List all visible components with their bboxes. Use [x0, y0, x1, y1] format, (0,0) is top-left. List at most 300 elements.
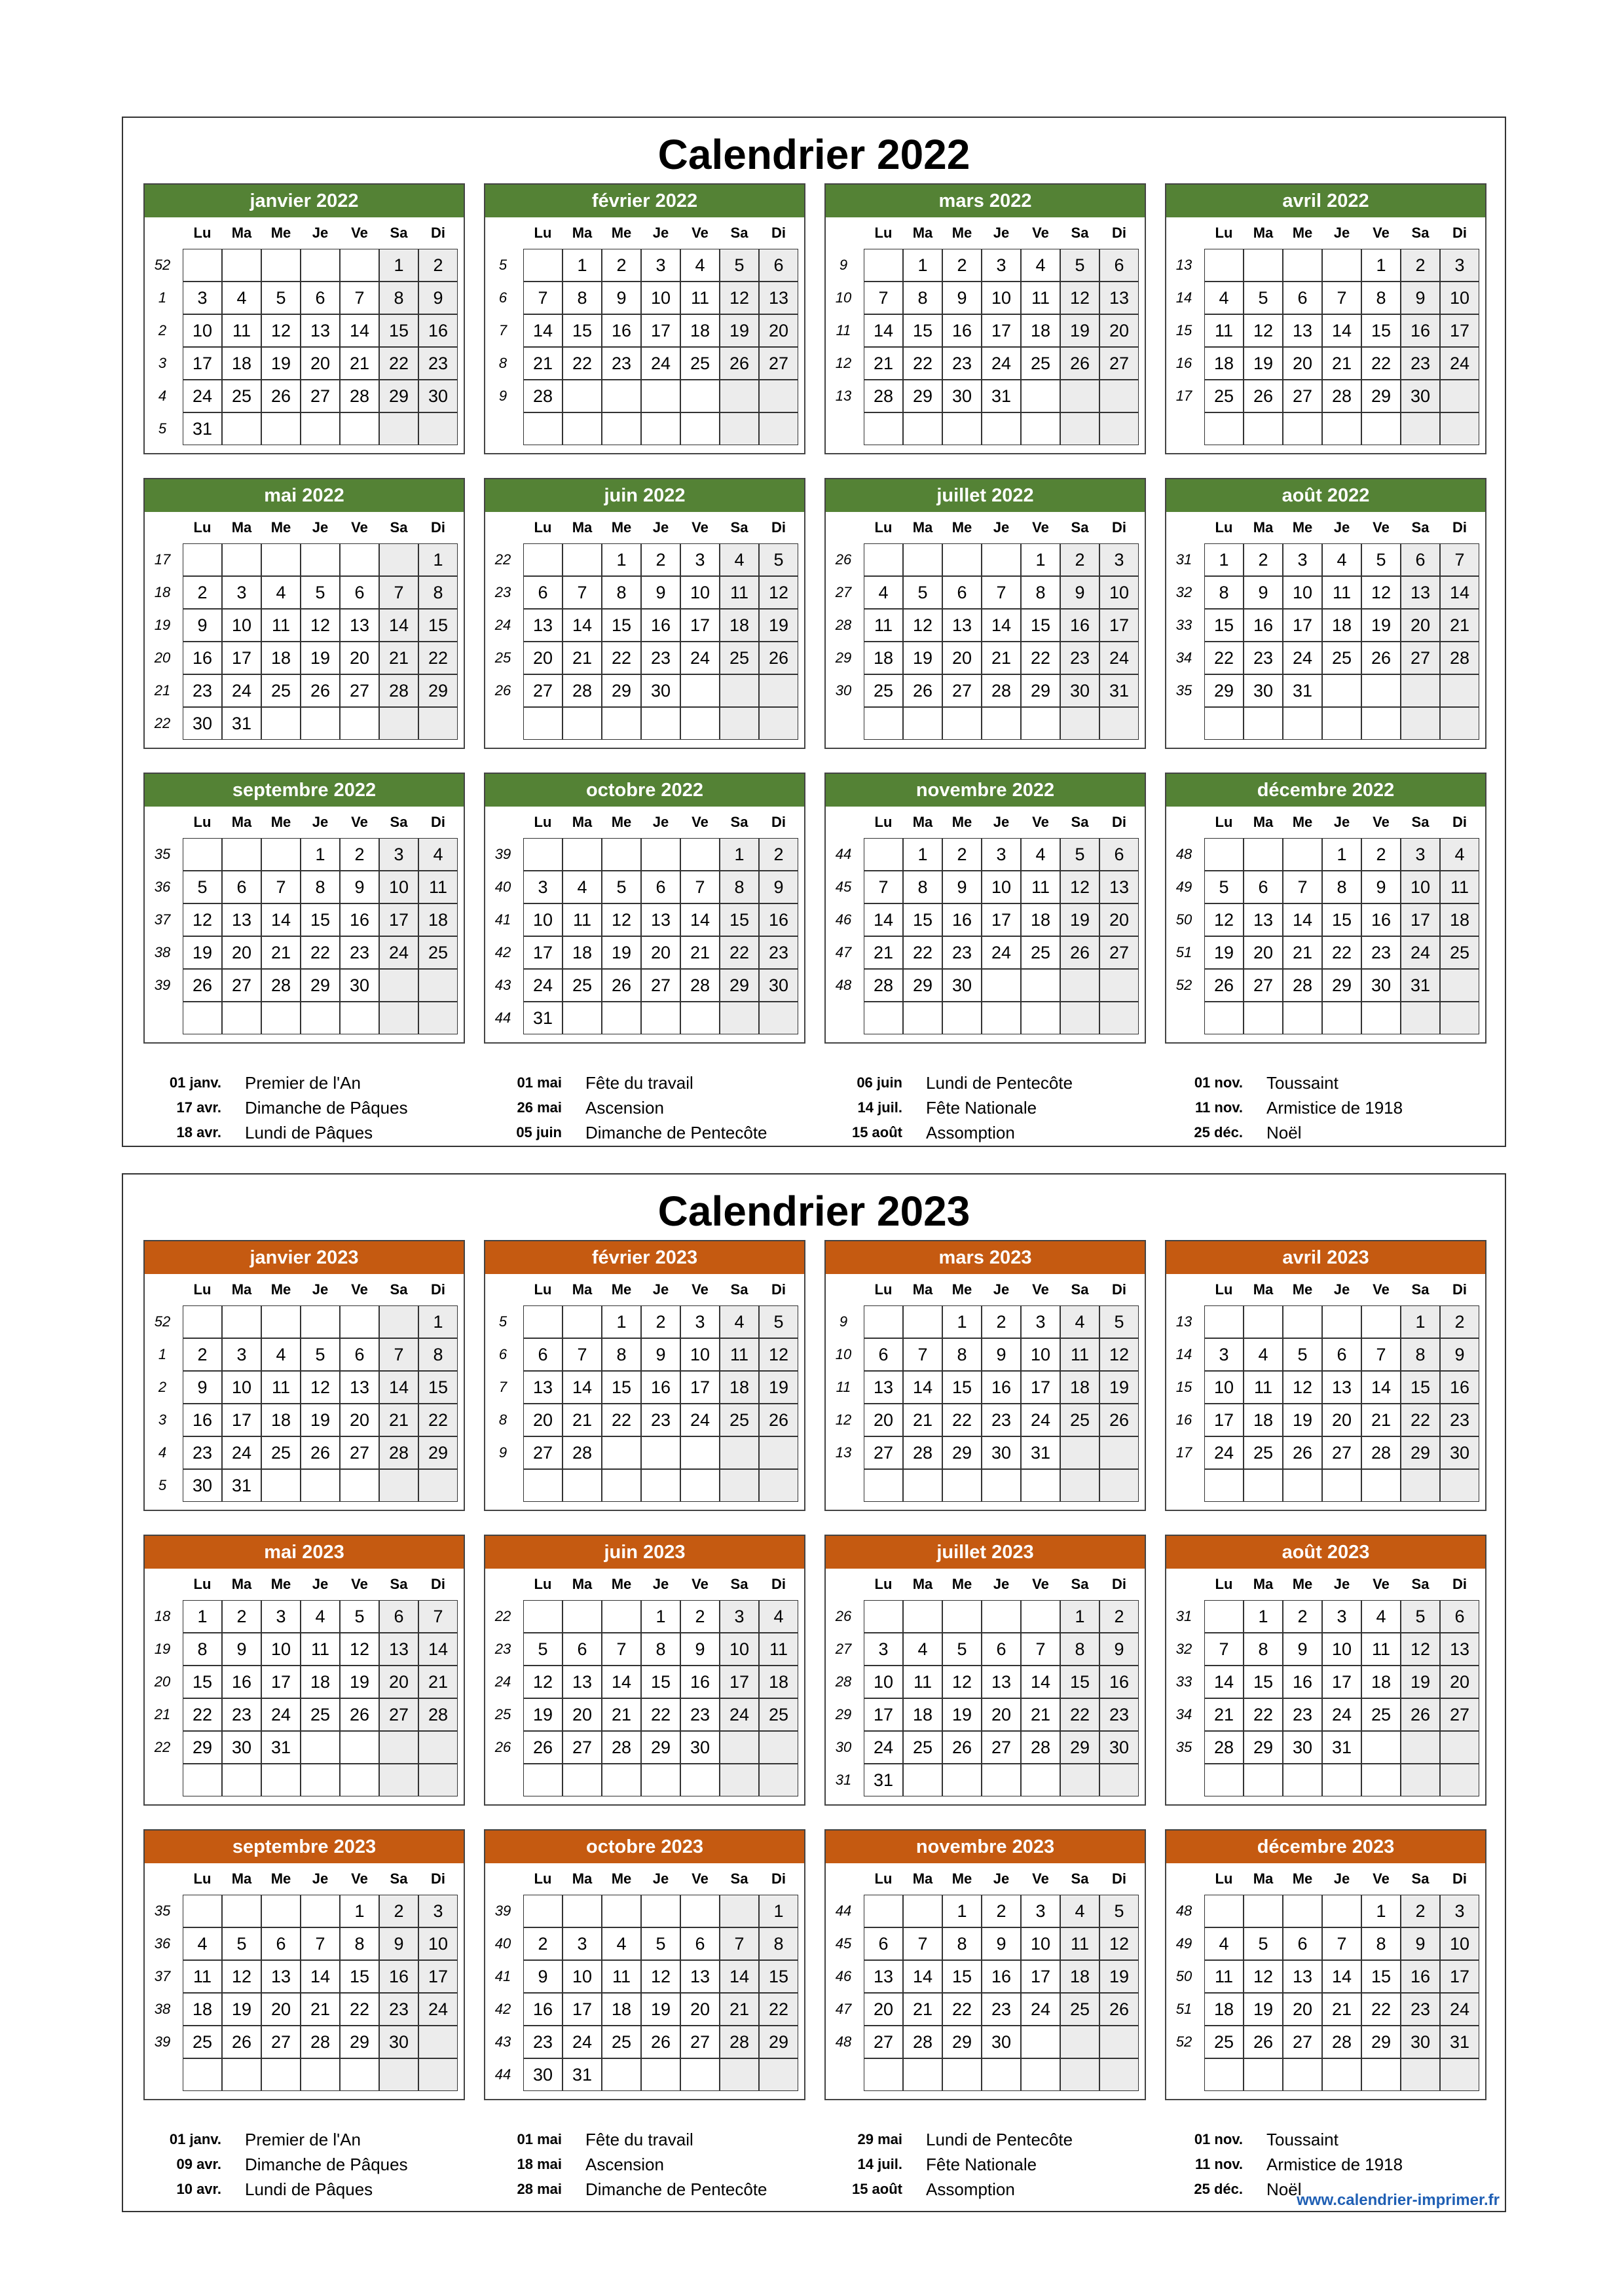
- day-cell: 26: [1099, 1404, 1139, 1436]
- month-title: décembre 2023: [1166, 1831, 1485, 1863]
- day-cell: [1322, 1895, 1361, 1927]
- day-cell: [1361, 412, 1401, 445]
- day-cell: 20: [1322, 1404, 1361, 1436]
- day-cell: 27: [1322, 1436, 1361, 1469]
- day-cell: [1021, 1002, 1060, 1034]
- month-block: [824, 1535, 1146, 1806]
- day-cell: [1244, 2058, 1283, 2091]
- day-cell: 2: [641, 543, 680, 576]
- day-cell: 7: [379, 1338, 418, 1371]
- day-cell: [261, 707, 301, 740]
- day-cell: [1099, 2058, 1139, 2091]
- day-cell: [942, 1002, 982, 1034]
- week-number: 26: [835, 1608, 852, 1624]
- day-cell: 10: [222, 1371, 261, 1404]
- day-cell: [982, 2058, 1021, 2091]
- day-cell: 13: [261, 1960, 301, 1993]
- weekday-header: Ve: [692, 1870, 709, 1887]
- day-cell: [903, 2058, 942, 2091]
- day-cell: [602, 1002, 641, 1034]
- day-cell: 3: [222, 1338, 261, 1371]
- week-number: 36: [154, 879, 171, 895]
- day-cell: [1401, 2058, 1440, 2091]
- day-cell: [1204, 707, 1244, 740]
- day-cell: 24: [1021, 1993, 1060, 2026]
- weekday-header: Je: [993, 1870, 1010, 1887]
- day-cell: [261, 1895, 301, 1927]
- day-cell: 10: [1440, 282, 1479, 314]
- day-cell: 14: [864, 903, 903, 936]
- day-cell: 25: [1361, 1698, 1401, 1731]
- day-cell: 29: [903, 380, 942, 412]
- day-cell: [864, 1002, 903, 1034]
- day-cell: 17: [563, 1993, 602, 2026]
- day-cell: [418, 707, 458, 740]
- day-cell: 19: [1244, 347, 1283, 380]
- weekday-header: Lu: [193, 519, 212, 536]
- day-cell: [1440, 674, 1479, 707]
- weekday-header: Je: [312, 225, 329, 241]
- holiday-date: 06 juin: [857, 1074, 902, 1091]
- day-cell: 20: [261, 1993, 301, 2026]
- day-cell: 26: [1060, 347, 1099, 380]
- day-cell: 8: [183, 1633, 222, 1666]
- day-cell: 10: [982, 871, 1021, 903]
- day-cell: [680, 838, 720, 871]
- day-cell: [1322, 1764, 1361, 1796]
- month-title: mars 2022: [826, 185, 1145, 217]
- day-cell: 21: [1322, 1993, 1361, 2026]
- holiday-date: 01 nov.: [1194, 1074, 1243, 1091]
- weekday-header: Ma: [1253, 814, 1274, 830]
- day-cell: 13: [523, 609, 563, 642]
- day-cell: 29: [720, 969, 759, 1002]
- day-cell: 16: [602, 314, 641, 347]
- week-number: 32: [1175, 1641, 1192, 1657]
- weekday-header: Sa: [1071, 519, 1089, 536]
- day-cell: [759, 380, 798, 412]
- week-number: 44: [835, 846, 852, 862]
- weekday-header: Je: [993, 225, 1010, 241]
- weekday-header: Ve: [692, 814, 709, 830]
- day-cell: 19: [720, 314, 759, 347]
- day-cell: 7: [563, 1338, 602, 1371]
- week-number: 2: [158, 322, 167, 338]
- day-cell: 26: [222, 2026, 261, 2058]
- day-cell: 8: [602, 1338, 641, 1371]
- day-cell: [982, 412, 1021, 445]
- day-cell: 21: [1283, 936, 1322, 969]
- day-cell: 2: [1361, 838, 1401, 871]
- day-cell: 22: [1361, 347, 1401, 380]
- day-cell: [1244, 1469, 1283, 1502]
- day-cell: [602, 707, 641, 740]
- day-cell: 8: [1204, 576, 1244, 609]
- weekday-header: Ma: [231, 1870, 252, 1887]
- day-cell: 25: [1204, 380, 1244, 412]
- day-cell: 17: [222, 1404, 261, 1436]
- weekday-header: Ve: [1032, 1576, 1049, 1592]
- day-cell: 11: [222, 314, 261, 347]
- day-cell: [602, 1436, 641, 1469]
- day-cell: 1: [903, 838, 942, 871]
- month-title: mai 2023: [145, 1536, 464, 1569]
- day-cell: 1: [1361, 1895, 1401, 1927]
- week-number: 38: [154, 2001, 171, 2017]
- day-cell: 24: [1401, 936, 1440, 969]
- day-cell: 13: [1322, 1371, 1361, 1404]
- day-cell: 23: [641, 1404, 680, 1436]
- day-cell: 24: [222, 674, 261, 707]
- weekday-header: Ma: [912, 519, 933, 536]
- day-cell: [222, 543, 261, 576]
- day-cell: 10: [1283, 576, 1322, 609]
- day-cell: 11: [759, 1633, 798, 1666]
- day-cell: 20: [1440, 1666, 1479, 1698]
- weekday-header: Me: [611, 1870, 632, 1887]
- weekday-header: Lu: [193, 814, 212, 830]
- day-cell: [1099, 380, 1139, 412]
- day-cell: 14: [720, 1960, 759, 1993]
- day-cell: 9: [982, 1338, 1021, 1371]
- day-cell: 24: [1322, 1698, 1361, 1731]
- holiday-name: Lundi de Pentecôte: [926, 2130, 1073, 2149]
- day-cell: 5: [1099, 1305, 1139, 1338]
- day-cell: 9: [1099, 1633, 1139, 1666]
- weekday-header: Je: [993, 519, 1010, 536]
- day-cell: [523, 412, 563, 445]
- day-cell: 5: [340, 1600, 379, 1633]
- day-cell: 1: [301, 838, 340, 871]
- weekday-header: Lu: [193, 1870, 212, 1887]
- day-cell: 7: [523, 282, 563, 314]
- weekday-header: Sa: [730, 225, 748, 241]
- week-number: 48: [1175, 846, 1192, 862]
- calendar-title: Calendrier 2023: [657, 1188, 970, 1235]
- day-cell: [222, 838, 261, 871]
- day-cell: 1: [1401, 1305, 1440, 1338]
- day-cell: [602, 1895, 641, 1927]
- day-cell: 8: [720, 871, 759, 903]
- day-cell: 17: [864, 1698, 903, 1731]
- weekday-header: Je: [1333, 1281, 1350, 1298]
- day-cell: 14: [523, 314, 563, 347]
- day-cell: [523, 1469, 563, 1502]
- day-cell: 6: [864, 1338, 903, 1371]
- day-cell: 4: [563, 871, 602, 903]
- day-cell: 5: [301, 1338, 340, 1371]
- day-cell: [1361, 2058, 1401, 2091]
- day-cell: [523, 707, 563, 740]
- day-cell: [379, 412, 418, 445]
- day-cell: 24: [1021, 1404, 1060, 1436]
- day-cell: 11: [1361, 1633, 1401, 1666]
- day-cell: 25: [563, 969, 602, 1002]
- day-cell: 11: [261, 609, 301, 642]
- day-cell: 9: [340, 871, 379, 903]
- day-cell: 27: [982, 1731, 1021, 1764]
- day-cell: 21: [261, 936, 301, 969]
- day-cell: 27: [379, 1698, 418, 1731]
- day-cell: 5: [1283, 1338, 1322, 1371]
- weekday-header: Lu: [534, 225, 552, 241]
- week-number: 22: [154, 715, 171, 731]
- day-cell: 17: [1099, 609, 1139, 642]
- day-cell: 3: [1283, 543, 1322, 576]
- weekday-header: Je: [312, 1870, 329, 1887]
- day-cell: 1: [720, 838, 759, 871]
- weekday-header: Ve: [692, 519, 709, 536]
- day-cell: 15: [720, 903, 759, 936]
- day-cell: 14: [680, 903, 720, 936]
- weekday-header: Je: [652, 519, 669, 536]
- weekday-header: Me: [611, 1576, 632, 1592]
- day-cell: 25: [1060, 1993, 1099, 2026]
- day-cell: 10: [680, 576, 720, 609]
- day-cell: 26: [1283, 1436, 1322, 1469]
- day-cell: 14: [982, 609, 1021, 642]
- day-cell: [183, 1002, 222, 1034]
- day-cell: 16: [523, 1993, 563, 2026]
- month-block: [143, 183, 465, 454]
- day-cell: 25: [261, 1436, 301, 1469]
- day-cell: 5: [261, 282, 301, 314]
- day-cell: [261, 838, 301, 871]
- week-number: 47: [835, 2001, 852, 2017]
- month-block: [1165, 1535, 1486, 1806]
- day-cell: [982, 543, 1021, 576]
- day-cell: [641, 1895, 680, 1927]
- day-cell: [903, 1469, 942, 1502]
- day-cell: 11: [1440, 871, 1479, 903]
- day-cell: 4: [183, 1927, 222, 1960]
- weekday-header: Ve: [351, 1281, 368, 1298]
- day-cell: [1361, 1469, 1401, 1502]
- day-cell: 12: [759, 576, 798, 609]
- month-title: août 2022: [1166, 479, 1485, 512]
- day-cell: 3: [261, 1600, 301, 1633]
- day-cell: 1: [1204, 543, 1244, 576]
- day-cell: 26: [1361, 642, 1401, 674]
- day-cell: 26: [720, 347, 759, 380]
- day-cell: 4: [1322, 543, 1361, 576]
- day-cell: 15: [942, 1371, 982, 1404]
- day-cell: 11: [680, 282, 720, 314]
- day-cell: [1283, 707, 1322, 740]
- day-cell: [1060, 1436, 1099, 1469]
- holiday-date: 26 mai: [517, 1099, 562, 1116]
- day-cell: 3: [982, 249, 1021, 282]
- day-cell: 31: [523, 1002, 563, 1034]
- week-number: 17: [154, 551, 171, 568]
- month-block: [143, 773, 465, 1044]
- day-cell: [680, 707, 720, 740]
- holiday-name: Lundi de Pâques: [245, 1123, 373, 1142]
- day-cell: 29: [1322, 969, 1361, 1002]
- day-cell: 29: [1401, 1436, 1440, 1469]
- day-cell: 3: [1021, 1895, 1060, 1927]
- weekday-header: Di: [431, 519, 445, 536]
- holiday-date: 01 mai: [517, 2131, 562, 2147]
- day-cell: 12: [261, 314, 301, 347]
- day-cell: [563, 707, 602, 740]
- day-cell: 23: [1401, 1993, 1440, 2026]
- weekday-header: Lu: [193, 1576, 212, 1592]
- day-cell: [1440, 412, 1479, 445]
- day-cell: [1099, 969, 1139, 1002]
- day-cell: 21: [903, 1404, 942, 1436]
- day-cell: 20: [1244, 936, 1283, 969]
- week-number: 31: [1175, 1608, 1192, 1624]
- day-cell: [301, 1002, 340, 1034]
- day-cell: 22: [418, 642, 458, 674]
- day-cell: 14: [379, 1371, 418, 1404]
- week-number: 46: [835, 911, 852, 928]
- week-number: 48: [835, 2033, 852, 2050]
- day-cell: 23: [602, 347, 641, 380]
- day-cell: 19: [222, 1993, 261, 2026]
- day-cell: 22: [379, 347, 418, 380]
- day-cell: 8: [379, 282, 418, 314]
- day-cell: 16: [641, 1371, 680, 1404]
- week-number: 30: [835, 682, 852, 699]
- week-number: 10: [835, 1346, 852, 1362]
- month-title: octobre 2022: [485, 774, 804, 807]
- day-cell: 23: [523, 2026, 563, 2058]
- day-cell: 13: [982, 1666, 1021, 1698]
- day-cell: 21: [1204, 1698, 1244, 1731]
- day-cell: [720, 1002, 759, 1034]
- day-cell: 28: [1361, 1436, 1401, 1469]
- day-cell: [301, 412, 340, 445]
- day-cell: 3: [1021, 1305, 1060, 1338]
- day-cell: [1440, 1002, 1479, 1034]
- day-cell: 26: [1204, 969, 1244, 1002]
- day-cell: 13: [1283, 314, 1322, 347]
- day-cell: 10: [222, 609, 261, 642]
- month-title: février 2022: [485, 185, 804, 217]
- day-cell: 17: [1204, 1404, 1244, 1436]
- day-cell: 1: [1244, 1600, 1283, 1633]
- day-cell: [183, 1895, 222, 1927]
- month-title: juin 2023: [485, 1536, 804, 1569]
- day-cell: 20: [641, 936, 680, 969]
- day-cell: [1283, 838, 1322, 871]
- weekday-header: Lu: [1215, 1870, 1233, 1887]
- day-cell: 22: [1361, 1993, 1401, 2026]
- day-cell: 27: [340, 1436, 379, 1469]
- day-cell: 8: [1060, 1633, 1099, 1666]
- day-cell: 9: [183, 1371, 222, 1404]
- week-number: 35: [1175, 682, 1192, 699]
- holiday-name: Dimanche de Pentecôte: [585, 2179, 767, 2199]
- weekday-header: Sa: [1411, 225, 1430, 241]
- day-cell: 6: [1401, 543, 1440, 576]
- day-cell: [1361, 1305, 1401, 1338]
- day-cell: 17: [680, 1371, 720, 1404]
- weekday-header: Sa: [1071, 225, 1089, 241]
- weekday-header: Me: [611, 519, 632, 536]
- day-cell: [301, 1764, 340, 1796]
- holiday-date: 10 avr.: [176, 2181, 221, 2197]
- day-cell: 3: [379, 838, 418, 871]
- day-cell: [864, 543, 903, 576]
- day-cell: [1401, 1764, 1440, 1796]
- week-number: 39: [494, 846, 511, 862]
- day-cell: 18: [1021, 903, 1060, 936]
- day-cell: 2: [641, 1305, 680, 1338]
- day-cell: 21: [602, 1698, 641, 1731]
- day-cell: 24: [523, 969, 563, 1002]
- day-cell: [379, 1002, 418, 1034]
- day-cell: 1: [759, 1895, 798, 1927]
- week-number: 6: [498, 289, 507, 306]
- weekday-header: Me: [951, 814, 972, 830]
- day-cell: 28: [903, 1436, 942, 1469]
- day-cell: 8: [942, 1338, 982, 1371]
- day-cell: 23: [379, 1993, 418, 2026]
- day-cell: 26: [340, 1698, 379, 1731]
- day-cell: [1099, 707, 1139, 740]
- day-cell: 19: [1060, 903, 1099, 936]
- day-cell: 22: [1401, 1404, 1440, 1436]
- day-cell: 7: [418, 1600, 458, 1633]
- day-cell: [1099, 1469, 1139, 1502]
- week-number: 9: [498, 1444, 507, 1461]
- day-cell: 5: [759, 1305, 798, 1338]
- day-cell: [340, 1764, 379, 1796]
- week-number: [826, 707, 861, 740]
- day-cell: 15: [1361, 1960, 1401, 1993]
- day-cell: [602, 412, 641, 445]
- day-cell: 14: [1322, 314, 1361, 347]
- day-cell: 28: [1322, 2026, 1361, 2058]
- day-cell: 8: [418, 576, 458, 609]
- day-cell: 14: [418, 1633, 458, 1666]
- day-cell: 1: [418, 1305, 458, 1338]
- holiday-name: Assomption: [926, 2179, 1015, 2199]
- day-cell: [1099, 1002, 1139, 1034]
- day-cell: 16: [942, 314, 982, 347]
- week-number: 20: [154, 649, 171, 666]
- day-cell: [1244, 1305, 1283, 1338]
- day-cell: 5: [1244, 282, 1283, 314]
- day-cell: 7: [340, 282, 379, 314]
- week-number: 26: [494, 682, 511, 699]
- week-number: 48: [835, 977, 852, 993]
- day-cell: [340, 543, 379, 576]
- website-link[interactable]: www.calendrier-imprimer.fr: [1297, 2191, 1500, 2209]
- week-number: [145, 1764, 180, 1796]
- day-cell: 19: [261, 347, 301, 380]
- weekday-header: Di: [1112, 814, 1126, 830]
- day-cell: [1322, 674, 1361, 707]
- day-cell: 23: [340, 936, 379, 969]
- weekday-header: Lu: [874, 814, 893, 830]
- day-cell: 6: [1283, 282, 1322, 314]
- day-cell: 6: [759, 249, 798, 282]
- day-cell: [1099, 2026, 1139, 2058]
- day-cell: 4: [1060, 1305, 1099, 1338]
- day-cell: [903, 1002, 942, 1034]
- day-cell: 7: [602, 1633, 641, 1666]
- day-cell: 25: [1060, 1404, 1099, 1436]
- day-cell: 16: [1361, 903, 1401, 936]
- weekday-header: Je: [312, 1281, 329, 1298]
- day-cell: 20: [864, 1993, 903, 2026]
- day-cell: 29: [759, 2026, 798, 2058]
- day-cell: 29: [418, 1436, 458, 1469]
